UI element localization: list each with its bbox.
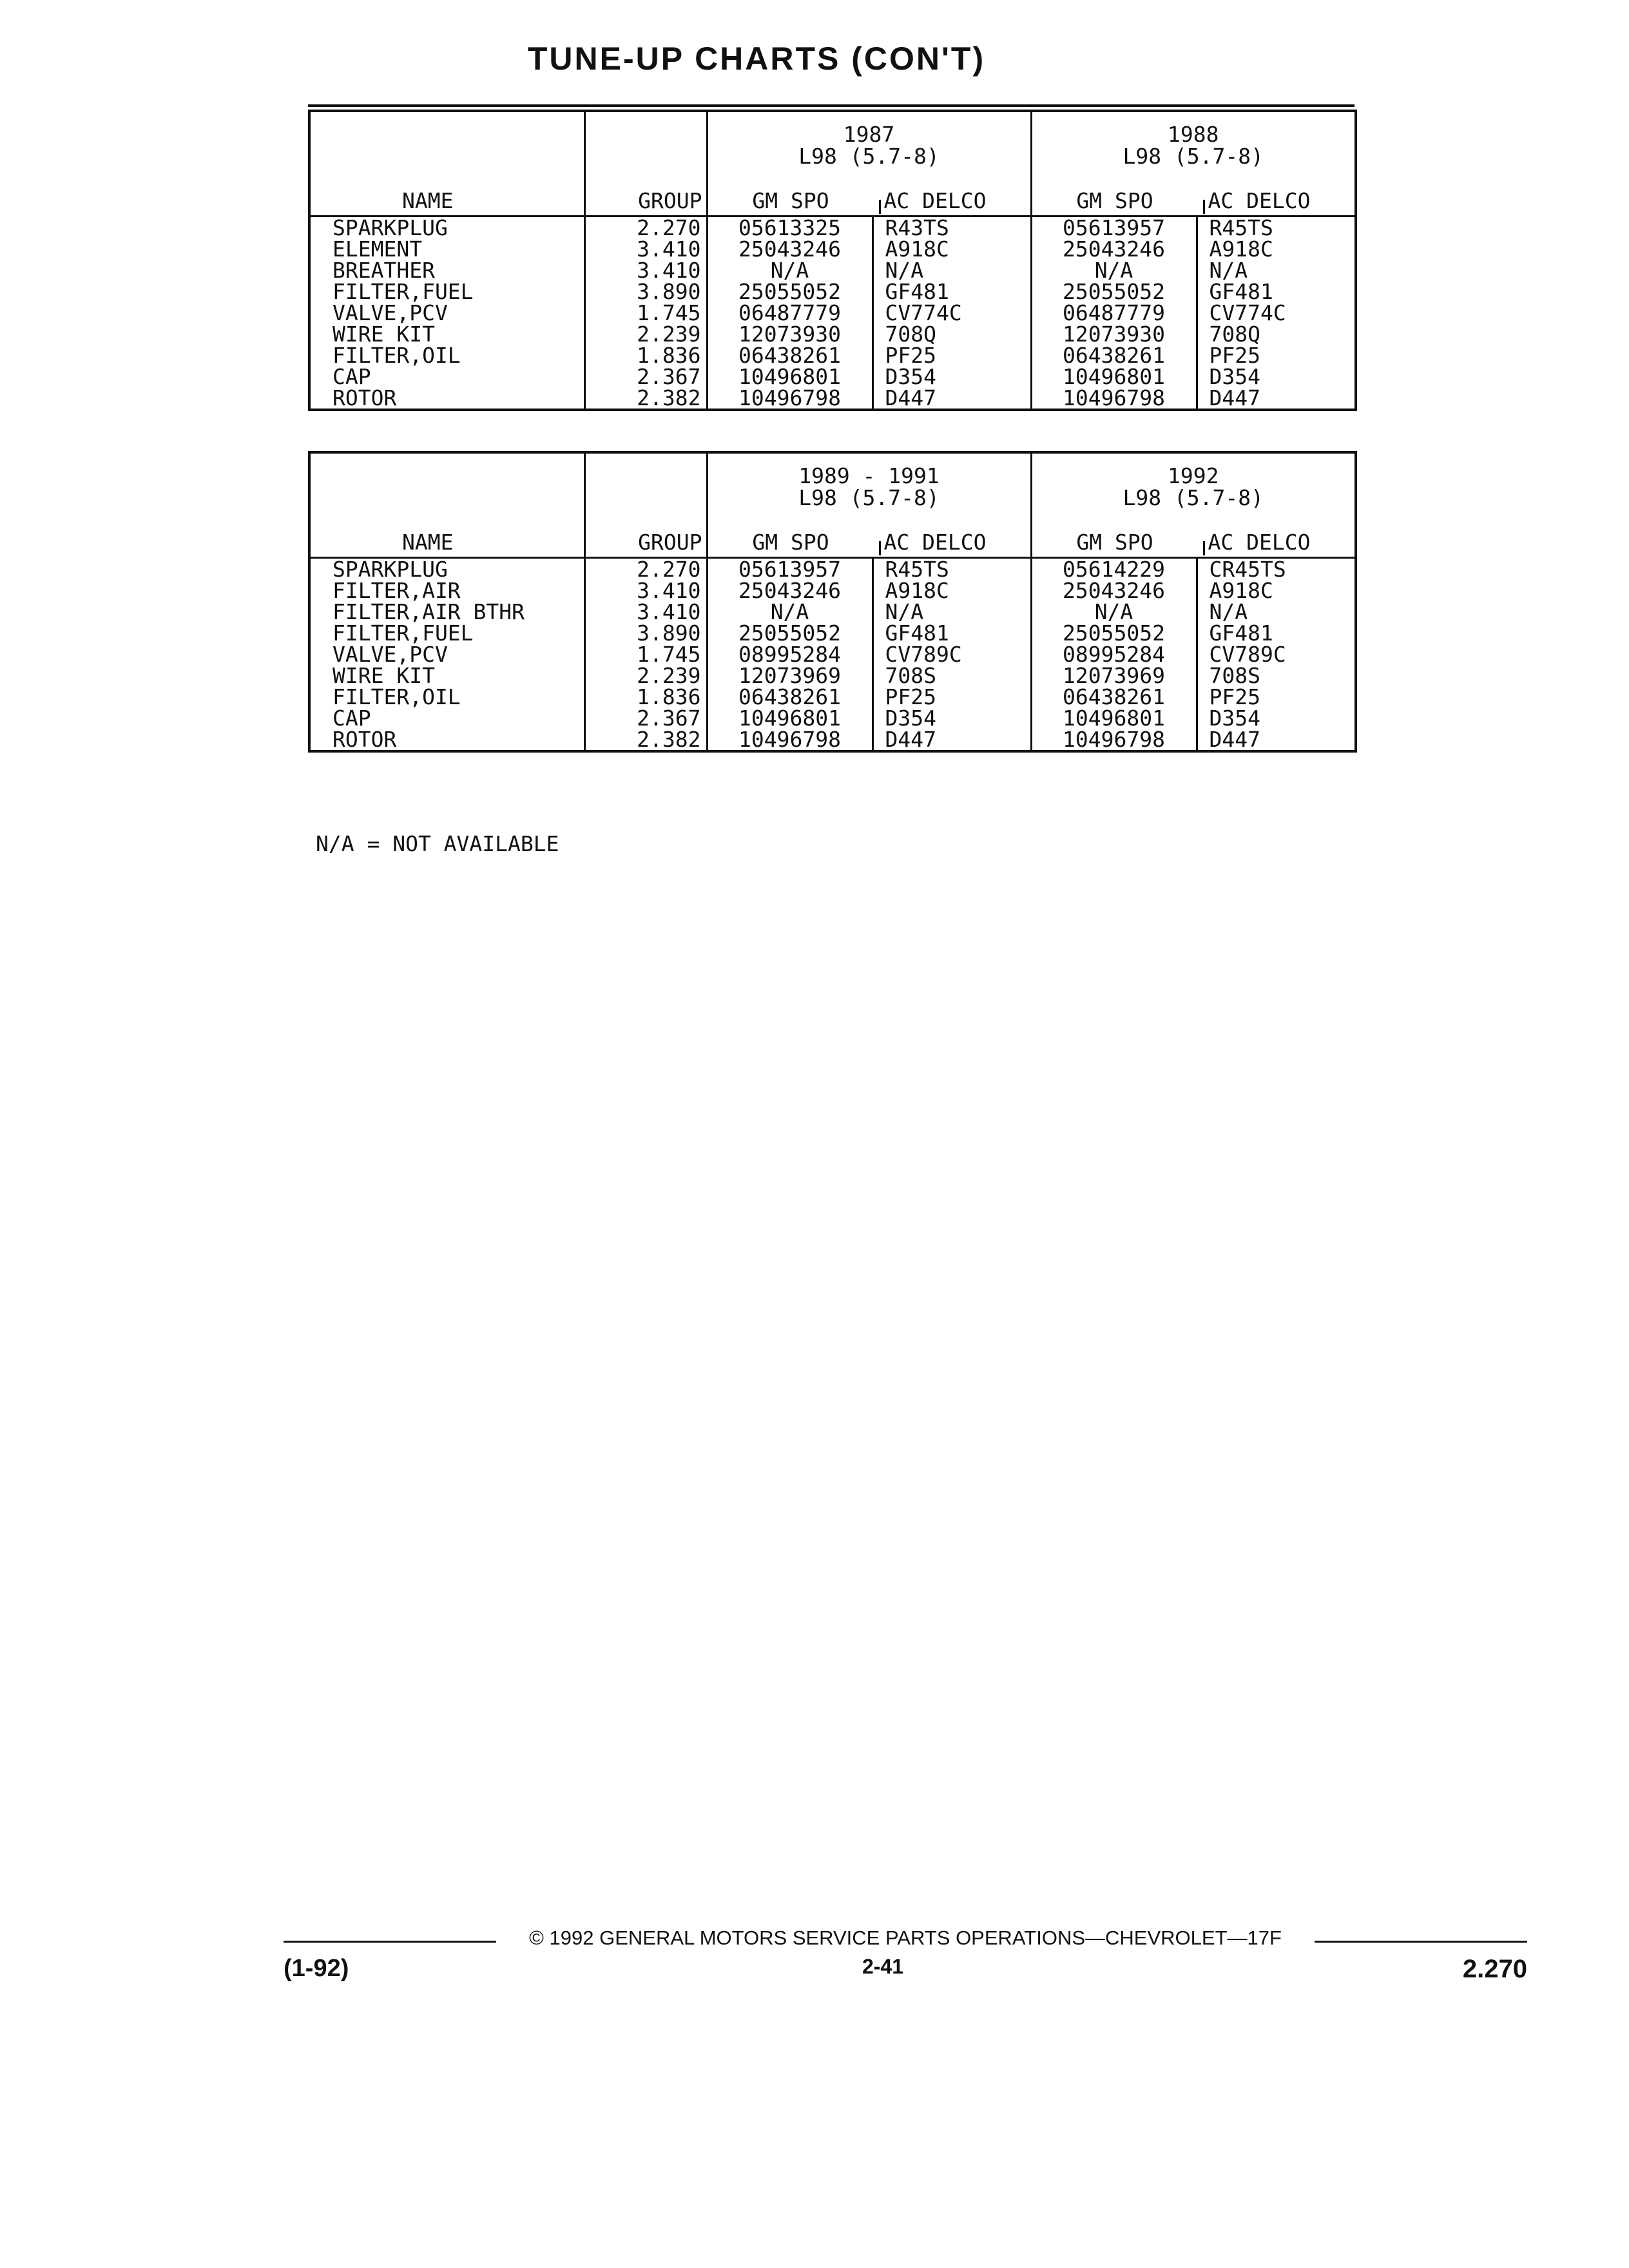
- gm-spo-number: 12073930: [1063, 322, 1165, 347]
- column-gm-spo-number: [1031, 216, 1197, 410]
- column-ac-delco-number: [872, 558, 1031, 752]
- engine-code: L98 (5.7-8): [798, 485, 940, 510]
- ac-delco-number: CV789C: [885, 642, 962, 667]
- page-footer: [284, 1927, 1527, 1987]
- page-title: TUNE-UP CHARTS (CON'T): [527, 41, 986, 77]
- gm-spo-number: 10496798: [1063, 385, 1165, 410]
- gm-spo-number: N/A: [1094, 599, 1133, 624]
- model-year: 1992: [1168, 463, 1219, 488]
- ac-delco-number: D354: [1209, 706, 1260, 731]
- gm-spo-number: 10496801: [1063, 364, 1165, 389]
- year-block-inner: [1032, 112, 1355, 215]
- sub-headers: [708, 532, 1030, 553]
- column-part-name: [309, 216, 584, 410]
- group-number: 3.410: [637, 578, 701, 603]
- header-gm-spo: GM SPO: [752, 188, 829, 213]
- part-name: WIRE KIT: [333, 322, 435, 347]
- column-group-number: [584, 216, 707, 410]
- gm-spo-number: 12073969: [738, 663, 841, 688]
- part-name: ELEMENT: [333, 236, 423, 262]
- column-group-number: [584, 558, 707, 752]
- ac-delco-number: D447: [1209, 385, 1260, 410]
- header-name-cell: [309, 452, 584, 558]
- part-name: CAP: [333, 706, 371, 731]
- part-name: FILTER,FUEL: [333, 620, 474, 646]
- group-number: 1.745: [637, 300, 701, 325]
- gm-spo-number: 25055052: [1063, 620, 1165, 646]
- ac-delco-number: D354: [1209, 364, 1260, 389]
- part-name: FILTER,OIL: [333, 684, 461, 709]
- gm-spo-number: 05613957: [1063, 215, 1165, 240]
- ac-delco-number: 708Q: [885, 322, 936, 347]
- group-number: 3.410: [637, 599, 701, 624]
- part-name: FILTER,AIR BTHR: [333, 599, 525, 624]
- header-row: [309, 452, 1356, 558]
- gm-spo-number: 05613957: [738, 557, 841, 582]
- column-ac-delco-number: [1197, 558, 1356, 752]
- column-lines: [1032, 559, 1196, 750]
- group-number: 1.836: [637, 343, 701, 368]
- sub-headers: [708, 190, 1030, 211]
- ac-delco-number: PF25: [885, 343, 936, 368]
- part-name: ROTOR: [333, 727, 397, 752]
- ac-delco-number: 708S: [885, 663, 936, 688]
- part-name: BREATHER: [333, 258, 435, 283]
- column-lines: [874, 217, 1030, 408]
- gm-spo-number: N/A: [770, 258, 809, 283]
- column-lines: [586, 559, 706, 750]
- sub-headers: [1032, 532, 1355, 553]
- ac-delco-number: 708Q: [1209, 322, 1260, 347]
- group-number: 2.270: [637, 215, 701, 240]
- ac-delco-number: D354: [885, 364, 936, 389]
- ac-delco-number: N/A: [885, 599, 924, 624]
- gm-spo-number: 08995284: [1063, 642, 1165, 667]
- gm-spo-number: 05614229: [1063, 557, 1165, 582]
- ac-delco-number: CR45TS: [1209, 557, 1286, 582]
- column-lines: [1032, 217, 1196, 408]
- gm-spo-number: 25043246: [738, 578, 841, 603]
- body-row: [309, 558, 1356, 752]
- gm-spo-number: 25055052: [738, 620, 841, 646]
- column-lines: [311, 559, 584, 750]
- footer-section-code: 2.270: [1462, 1955, 1527, 1983]
- footer-page-number: 2-41: [862, 1955, 904, 1978]
- part-name: SPARKPLUG: [333, 215, 448, 240]
- part-name: WIRE KIT: [333, 663, 435, 688]
- ac-delco-number: GF481: [1209, 620, 1273, 646]
- ac-delco-number: N/A: [1209, 599, 1248, 624]
- gm-spo-number: 25043246: [738, 236, 841, 262]
- header-ac-delco: AC DELCO: [1198, 190, 1355, 211]
- ac-delco-number: N/A: [1209, 258, 1248, 283]
- ac-delco-number: GF481: [885, 279, 949, 304]
- part-name: FILTER,FUEL: [333, 279, 474, 304]
- ac-delco-number: A918C: [885, 236, 949, 262]
- ac-delco-number: CV774C: [1209, 300, 1286, 325]
- group-number: 3.410: [637, 236, 701, 262]
- gm-spo-number: 10496801: [738, 706, 841, 731]
- gm-spo-number: 25043246: [1063, 236, 1165, 262]
- column-lines: [586, 217, 706, 408]
- header-name-cell: [309, 111, 584, 216]
- header-ac-delco: AC DELCO: [1198, 532, 1355, 553]
- engine-code: L98 (5.7-8): [1123, 485, 1264, 510]
- gm-spo-number: 06438261: [1063, 343, 1165, 368]
- header-ac-delco: AC DELCO: [874, 532, 1030, 553]
- group-number: 2.239: [637, 322, 701, 347]
- header-group-cell: [584, 452, 707, 558]
- gm-spo-number: 10496798: [738, 727, 841, 752]
- gm-spo-number: 12073930: [738, 322, 841, 347]
- column-lines: [1198, 217, 1355, 408]
- ac-delco-number: R45TS: [1209, 215, 1273, 240]
- part-name: VALVE,PCV: [333, 642, 448, 667]
- column-lines: [1198, 559, 1355, 750]
- ac-delco-number: N/A: [885, 258, 924, 283]
- part-name: VALVE,PCV: [333, 300, 448, 325]
- sub-headers: [1032, 190, 1355, 211]
- header-gm-spo: GM SPO: [1076, 530, 1153, 555]
- header-ac-delco: AC DELCO: [874, 190, 1030, 211]
- gm-spo-number: 06438261: [738, 684, 841, 709]
- column-ac-delco-number: [1197, 216, 1356, 410]
- ac-delco-number: A918C: [885, 578, 949, 603]
- na-note: N/A = NOT AVAILABLE: [316, 831, 559, 856]
- ac-delco-number: PF25: [1209, 684, 1260, 709]
- gm-spo-number: 06438261: [738, 343, 841, 368]
- group-number: 1.836: [637, 684, 701, 709]
- ac-delco-number: D447: [885, 385, 936, 410]
- column-lines: [874, 559, 1030, 750]
- ac-delco-number: D447: [885, 727, 936, 752]
- column-ac-delco-number: [872, 216, 1031, 410]
- ac-delco-number: CV774C: [885, 300, 962, 325]
- header-gm-spo: GM SPO: [752, 530, 829, 555]
- top-rule: [308, 104, 1354, 107]
- ac-delco-number: A918C: [1209, 236, 1273, 262]
- footer-date-code: (1-92): [284, 1955, 349, 1982]
- ac-delco-number: R43TS: [885, 215, 949, 240]
- column-lines: [311, 217, 584, 408]
- gm-spo-number: 10496798: [738, 385, 841, 410]
- group-number: 2.382: [637, 727, 701, 752]
- header-group: GROUP: [638, 188, 702, 213]
- group-number: 3.890: [637, 279, 701, 304]
- ac-delco-number: R45TS: [885, 557, 949, 582]
- year-block-1: [707, 452, 1031, 558]
- column-gm-spo-number: [707, 216, 872, 410]
- gm-spo-number: 06487779: [738, 300, 841, 325]
- part-name: FILTER,AIR: [333, 578, 461, 603]
- engine-code: L98 (5.7-8): [1123, 144, 1264, 169]
- ac-delco-number: D447: [1209, 727, 1260, 752]
- column-lines: [708, 559, 872, 750]
- part-name: SPARKPLUG: [333, 557, 448, 582]
- group-number: 1.745: [637, 642, 701, 667]
- model-year: 1987: [843, 122, 895, 147]
- gm-spo-number: 25043246: [1063, 578, 1165, 603]
- engine-code: L98 (5.7-8): [798, 144, 940, 169]
- header-name: NAME: [402, 188, 454, 213]
- column-gm-spo-number: [707, 558, 872, 752]
- year-block-2: [1031, 111, 1356, 216]
- column-gm-spo-number: [1031, 558, 1197, 752]
- model-year: 1989 - 1991: [798, 463, 940, 488]
- gm-spo-number: 06487779: [1063, 300, 1165, 325]
- gm-spo-number: 10496801: [738, 364, 841, 389]
- tune-up-table-1: [308, 110, 1357, 411]
- header-name: NAME: [402, 530, 454, 555]
- model-year: 1988: [1168, 122, 1219, 147]
- gm-spo-number: 10496798: [1063, 727, 1165, 752]
- group-number: 3.410: [637, 258, 701, 283]
- ac-delco-number: PF25: [885, 684, 936, 709]
- group-number: 3.890: [637, 620, 701, 646]
- header-group-cell: [584, 111, 707, 216]
- year-block-inner: [708, 454, 1030, 557]
- gm-spo-number: 12073969: [1063, 663, 1165, 688]
- column-lines: [708, 217, 872, 408]
- header-row: [309, 111, 1356, 216]
- header-group: GROUP: [638, 530, 702, 555]
- group-number: 2.239: [637, 663, 701, 688]
- ac-delco-number: D354: [885, 706, 936, 731]
- gm-spo-number: 05613325: [738, 215, 841, 240]
- ac-delco-number: GF481: [885, 620, 949, 646]
- ac-delco-number: A918C: [1209, 578, 1273, 603]
- ac-delco-number: PF25: [1209, 343, 1260, 368]
- gm-spo-number: 08995284: [738, 642, 841, 667]
- column-part-name: [309, 558, 584, 752]
- year-block-inner: [1032, 454, 1355, 557]
- gm-spo-number: 06438261: [1063, 684, 1165, 709]
- header-gm-spo: GM SPO: [1076, 188, 1153, 213]
- year-block-1: [707, 111, 1031, 216]
- ac-delco-number: 708S: [1209, 663, 1260, 688]
- gm-spo-number: N/A: [1094, 258, 1133, 283]
- group-number: 2.382: [637, 385, 701, 410]
- part-name: CAP: [333, 364, 371, 389]
- ac-delco-number: GF481: [1209, 279, 1273, 304]
- ac-delco-number: CV789C: [1209, 642, 1286, 667]
- gm-spo-number: N/A: [770, 599, 809, 624]
- tune-up-table-2: [308, 451, 1357, 753]
- group-number: 2.367: [637, 364, 701, 389]
- part-name: FILTER,OIL: [333, 343, 461, 368]
- gm-spo-number: 10496801: [1063, 706, 1165, 731]
- group-number: 2.367: [637, 706, 701, 731]
- group-number: 2.270: [637, 557, 701, 582]
- part-name: ROTOR: [333, 385, 397, 410]
- gm-spo-number: 25055052: [738, 279, 841, 304]
- footer-rule-left: [284, 1941, 496, 1943]
- year-block-inner: [708, 112, 1030, 215]
- footer-copyright: © 1992 GENERAL MOTORS SERVICE PARTS OPERATIONS—CHEVROLET—17F: [529, 1927, 1282, 1949]
- footer-rule-right: [1315, 1941, 1527, 1943]
- body-row: [309, 216, 1356, 410]
- gm-spo-number: 25055052: [1063, 279, 1165, 304]
- year-block-2: [1031, 452, 1356, 558]
